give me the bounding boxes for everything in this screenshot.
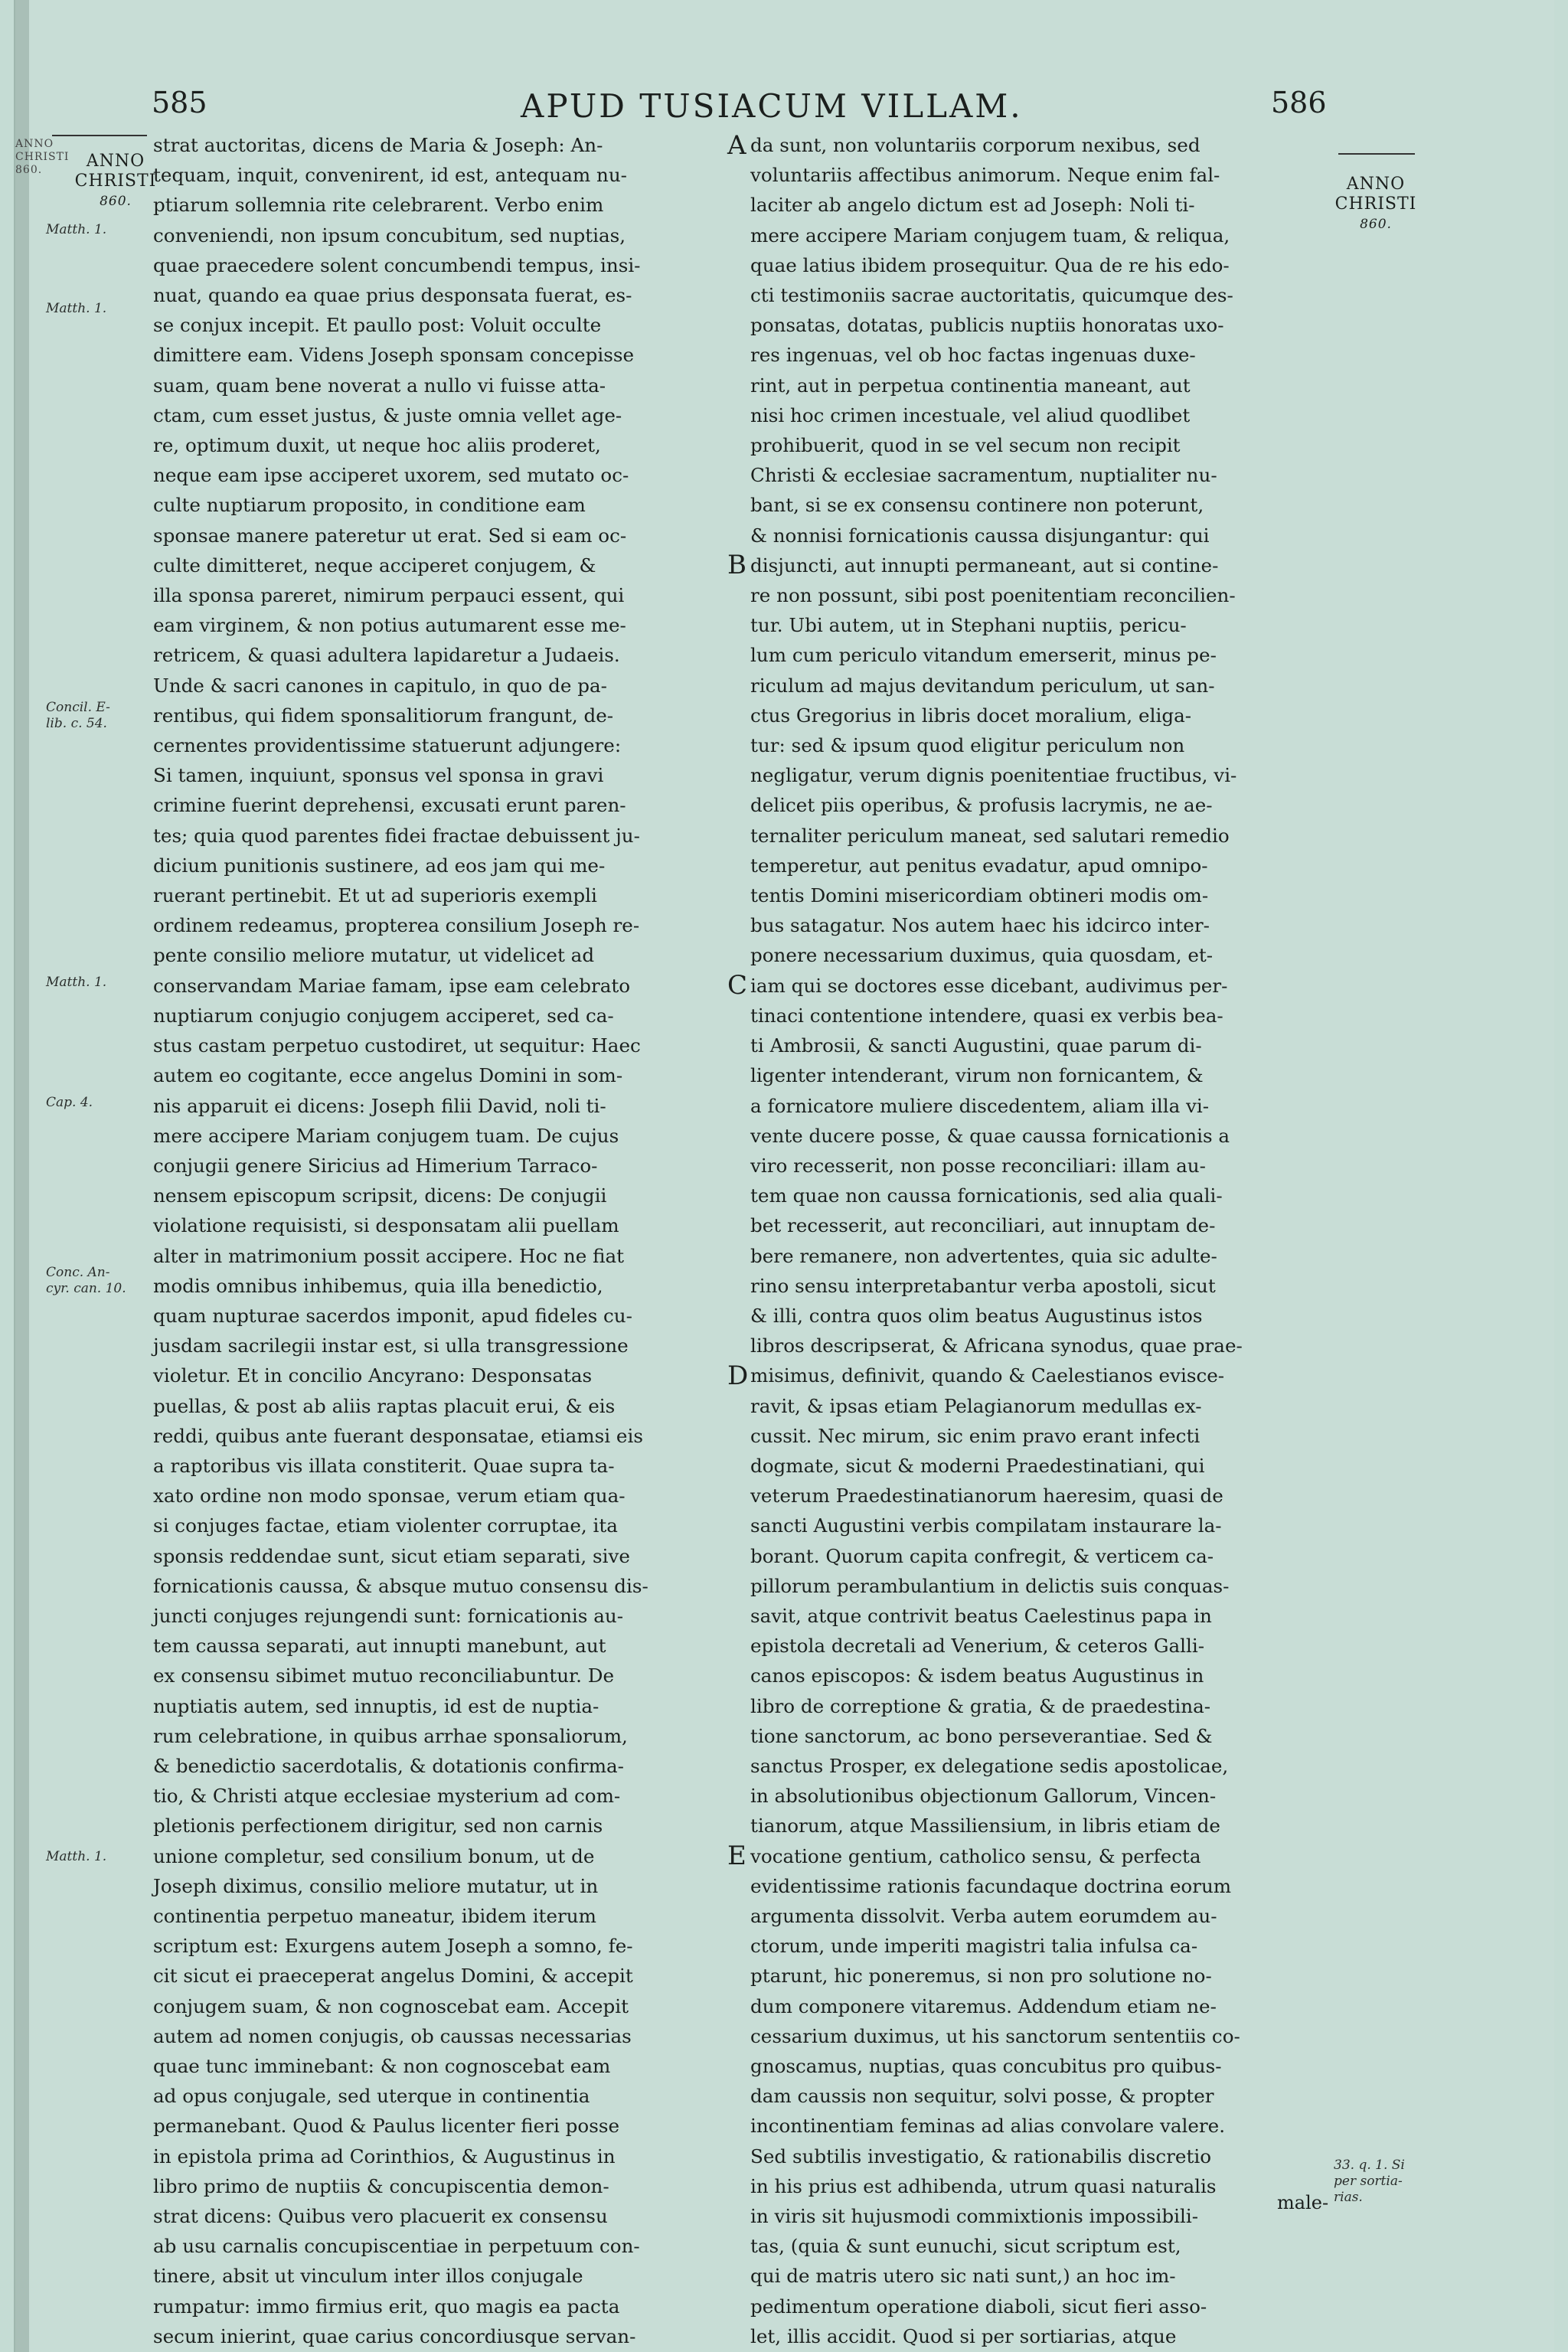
text-line: veterum Praedestinatianorum haeresim, quasi de: [750, 1485, 1223, 1508]
text-line: ligenter intenderant, virum non fornicantem, &: [750, 1064, 1204, 1087]
text-line: strat dicens: Quibus vero placuerit ex consensu: [153, 2205, 608, 2228]
text-line: xato ordine non modo sponsae, verum etiam qua-: [153, 1485, 626, 1508]
text-line: se conjux incepit. Et paullo post: Voluit occulte: [153, 314, 602, 337]
text-line: eam virginem, & non potius autumarent esse me-: [153, 614, 626, 637]
text-line: juncti conjuges rejungendi sunt: fornicationis au-: [153, 1604, 624, 1627]
text-line: ptarunt, hic poneremus, si non pro solutione no-: [750, 1965, 1212, 1988]
text-line: a raptoribus vis illata constiterit. Quae supra ta-: [153, 1454, 615, 1477]
running-head: [15, 86, 1554, 132]
text-line: tur. Ubi autem, ut in Stephani nuptiis, pericu-: [750, 614, 1187, 637]
text-line: sancti Augustini verbis compilatam instaurare la-: [750, 1514, 1222, 1537]
text-line: pillorum perambulantium in delictis suis conquas-: [750, 1574, 1230, 1597]
text-line: voluntariis affectibus animorum. Neque enim fal-: [750, 164, 1220, 187]
text-line: neque eam ipse acciperet uxorem, sed mutato oc-: [153, 464, 629, 487]
text-line: dum componere vitaremus. Addendum etiam ne-: [750, 1994, 1217, 2017]
text-line: sanctus Prosper, ex delegatione sedis apostolicae,: [750, 1754, 1229, 1777]
margin-note: Concil. E- lib. c. 54.: [46, 700, 110, 731]
page-number-right: 586: [1271, 86, 1327, 119]
text-line: cit sicut ei praeceperat angelus Domini, & accepit: [153, 1965, 633, 1988]
text-line: bant, si se ex consensu continere non poterunt,: [750, 494, 1204, 517]
margin-note: Matth. 1.: [46, 301, 107, 316]
text-line: mere accipere Mariam conjugem tuam. De cujus: [153, 1124, 619, 1147]
text-line: nensem episcopum scripsit, dicens: De conjugii: [153, 1184, 607, 1207]
page-title: APUD TUSIACUM VILLAM.: [521, 87, 1023, 125]
text-line: conservandam Mariae famam, ipse eam celebrato: [153, 974, 631, 997]
text-line: dogmate, sicut & moderni Praedestinatiani, qui: [750, 1454, 1205, 1477]
text-line: ctorum, unde imperiti magistri talia infulsa ca-: [750, 1935, 1198, 1958]
text-line: in his prius est adhibenda, utrum quasi naturalis: [750, 2174, 1217, 2197]
text-line: in epistola prima ad Corinthios, & Augustinus in: [153, 2145, 616, 2167]
text-line: ctam, cum esset justus, & juste omnia vellet age-: [153, 403, 622, 426]
text-line: tentis Domini misericordiam obtineri modis om-: [750, 884, 1209, 907]
text-line: ex consensu sibimet mutuo reconciliabuntur. De: [153, 1664, 615, 1687]
section-letter: B: [727, 550, 746, 580]
text-line: gnoscamus, nuptias, quas concubitus pro quibus-: [750, 2055, 1222, 2077]
text-line: res ingenuas, vel ob hoc factas ingenuas duxe-: [750, 344, 1196, 367]
text-line: retricem, & quasi adultera lapidaretur a Judaeis.: [153, 644, 620, 667]
text-line: pente consilio meliore mutatur, ut videlicet ad: [153, 944, 595, 967]
left-text-column: [153, 130, 735, 2351]
margin-note: Matth. 1.: [46, 222, 107, 237]
text-line: dam caussis non sequitur, solvi posse, & propter: [750, 2085, 1214, 2108]
text-line: prohibuerit, quod in se vel secum non recipit: [750, 434, 1181, 457]
text-line: negligatur, verum dignis poenitentiae fructibus, vi-: [750, 764, 1237, 787]
text-line: incontinentiam feminas ad alias convolare valere.: [750, 2115, 1226, 2138]
text-line: tas, (quia & sunt eunuchi, sicut scriptum est,: [750, 2235, 1181, 2258]
text-line: a fornicatore muliere discedentem, aliam illa vi-: [750, 1094, 1210, 1117]
text-line: quae latius ibidem prosequitur. Qua de re his edo-: [750, 253, 1230, 276]
text-line: quam nupturae sacerdos imponit, apud fideles cu-: [153, 1304, 632, 1327]
text-line: viro recesserit, non posse reconciliari: illam au-: [750, 1154, 1206, 1177]
edge-anno-line2: CHRISTI: [15, 151, 70, 163]
edge-anno-line1: ANNO: [15, 138, 54, 150]
text-line: da sunt, non voluntariis corporum nexibus, sed: [750, 134, 1200, 156]
text-line: alter in matrimonium possit accipere. Hoc ne fiat: [153, 1244, 625, 1267]
text-line: bet recesserit, aut reconciliari, aut innuptam de-: [750, 1214, 1216, 1237]
section-letter: C: [727, 970, 748, 1001]
text-line: ti Ambrosii, & sancti Augustini, quae parum di-: [750, 1034, 1202, 1057]
text-line: rum celebratione, in quibus arrhae sponsaliorum,: [153, 1724, 628, 1747]
text-line: cessarium duximus, ut his sanctorum sententiis co-: [750, 2024, 1240, 2047]
text-line: rentibus, qui fidem sponsalitiorum frangunt, de-: [153, 704, 614, 727]
text-line: epistola decretali ad Venerium, & ceteros Galli-: [750, 1635, 1205, 1658]
anno-christi-left: [74, 152, 158, 211]
text-line: vocatione gentium, catholico sensu, & perfecta: [750, 1844, 1201, 1867]
text-line: ptiarum sollemnia rite celebrarent. Verbo enim: [153, 194, 604, 217]
text-line: conveniendi, non ipsum concubitum, sed nuptias,: [153, 224, 626, 247]
text-line: libro primo de nuptiis & concupiscentia demon-: [153, 2174, 609, 2197]
text-line: ab usu carnalis concupiscentiae in perpetuum con-: [153, 2235, 640, 2258]
anno-left-line1: ANNO: [86, 152, 145, 171]
text-line: si conjuges factae, etiam violenter corruptae, ita: [153, 1514, 618, 1537]
binding-gutter: [15, 0, 29, 2352]
text-line: tur: sed & ipsum quod eligitur periculum non: [750, 734, 1185, 757]
text-line: Christi & ecclesiae sacramentum, nuptialiter nu-: [750, 464, 1217, 487]
text-line: evidentissime rationis facundaque doctrina eorum: [750, 1874, 1232, 1897]
text-line: & nonnisi fornicationis caussa disjungantur: qui: [750, 524, 1210, 547]
text-line: canos episcopos: & isdem beatus Augustinus in: [750, 1664, 1204, 1687]
text-line: crimine fuerint deprehensi, excusati erunt paren-: [153, 794, 626, 817]
page-number-left: 585: [152, 86, 207, 119]
text-line: secum inierint, quae carius concordiusque servan-: [153, 2324, 636, 2347]
text-line: ruerant pertinebit. Et ut ad superioris exempli: [153, 884, 597, 907]
text-line: pedimentum operatione diaboli, sicut fieri asso-: [750, 2295, 1207, 2318]
text-line: modis omnibus inhibemus, quia illa benedictio,: [153, 1274, 603, 1297]
text-line: ctus Gregorius in libris docet moralium, eliga-: [750, 704, 1192, 727]
text-line: unione completur, sed consilium bonum, ut de: [153, 1844, 595, 1867]
text-line: argumenta dissolvit. Verba autem eorumdem au-: [750, 1904, 1217, 1927]
text-line: illa sponsa pareret, nimirum perpauci essent, qui: [153, 584, 625, 607]
text-line: tes; quia quod parentes fidei fractae debuissent ju-: [153, 824, 640, 847]
text-line: riculum ad majus devitandum periculum, ut san-: [750, 674, 1215, 697]
text-line: stus castam perpetuo custodiret, ut sequitur: Haec: [153, 1034, 641, 1057]
text-line: tianorum, atque Massiliensium, in libris etiam de: [750, 1815, 1220, 1838]
text-line: pletionis perfectionem dirigitur, sed non carnis: [153, 1815, 603, 1838]
anno-right-line1: ANNO: [1346, 175, 1406, 194]
text-line: tem caussa separati, aut innupti manebunt, aut: [153, 1635, 606, 1658]
text-line: autem ad nomen conjugis, ob caussas necessarias: [153, 2024, 632, 2047]
text-line: quae tunc imminebant: & non cognoscebat eam: [153, 2055, 611, 2077]
text-line: in absolutionibus objectionum Gallorum, Vincen-: [750, 1785, 1217, 1808]
text-line: tio, & Christi atque ecclesiae mysterium ad com-: [153, 1785, 621, 1808]
text-line: tione sanctorum, ac bono perseverantiae. Sed &: [750, 1724, 1213, 1747]
text-line: violetur. Et in concilio Ancyrano: Desponsatas: [153, 1364, 593, 1387]
text-line: nuptiatis autem, sed innuptis, id est de nuptia-: [153, 1694, 599, 1717]
text-line: let, illis accidit. Quod si per sortiarias, atque: [750, 2324, 1177, 2347]
text-line: scriptum est: Exurgens autem Joseph a somno, fe-: [153, 1935, 633, 1958]
text-line: rint, aut in perpetua continentia maneant, aut: [750, 374, 1191, 397]
text-line: quae praecedere solent concumbendi tempus, insi-: [153, 253, 641, 276]
anno-christi-right: [1334, 175, 1418, 234]
text-line: continentia perpetuo maneatur, ibidem iterum: [153, 1904, 596, 1927]
text-line: strat auctoritas, dicens de Maria & Joseph: An-: [153, 134, 603, 156]
margin-note: Matth. 1.: [46, 975, 107, 990]
anno-left-line2: CHRISTI: [74, 172, 157, 191]
text-line: laciter ab angelo dictum est ad Joseph: Noli ti-: [750, 194, 1195, 217]
text-line: nuptiarum conjugio conjugem acciperet, sed ca-: [153, 1004, 614, 1027]
text-line: & illi, contra quos olim beatus Augustinus istos: [750, 1304, 1203, 1327]
text-line: savit, atque contrivit beatus Caelestinus papa in: [750, 1604, 1212, 1627]
text-line: mere accipere Mariam conjugem tuam, & reliqua,: [750, 224, 1230, 247]
edge-anno: [15, 138, 70, 177]
margin-note: Conc. An- cyr. can. 10.: [46, 1265, 126, 1296]
text-line: borant. Quorum capita confregit, & verticem ca-: [750, 1544, 1214, 1567]
text-line: cti testimoniis sacrae auctoritatis, quicumque des-: [750, 284, 1233, 307]
text-line: sponsae manere pateretur ut erat. Sed si eam oc-: [153, 524, 627, 547]
anno-right-year: 860.: [1360, 217, 1392, 232]
text-line: vente ducere posse, & quae caussa fornicationis a: [750, 1124, 1230, 1147]
edge-anno-line3: 860.: [15, 164, 43, 176]
text-line: ponere necessarium duximus, quia quosdam, et-: [750, 944, 1214, 967]
text-line: disjuncti, aut innupti permaneant, aut si contine-: [750, 554, 1219, 577]
text-line: culte nuptiarum proposito, in conditione eam: [153, 494, 586, 517]
text-line: re non possunt, sibi post poenitentiam reconcilien-: [750, 584, 1236, 607]
anno-right-line2: CHRISTI: [1334, 194, 1417, 214]
text-line: fornicationis caussa, & absque mutuo consensu dis-: [153, 1574, 648, 1597]
text-line: nuat, quando ea quae prius desponsata fuerat, es-: [153, 284, 632, 307]
text-line: jusdam sacrilegii instar est, si ulla transgressione: [153, 1334, 629, 1357]
text-line: tinere, absit ut vinculum inter illos conjugale: [153, 2265, 583, 2288]
text-line: re, optimum duxit, ut neque hoc aliis proderet,: [153, 434, 601, 457]
section-letter: A: [727, 130, 746, 161]
text-line: Si tamen, inquiunt, sponsus vel sponsa in gravi: [153, 764, 604, 787]
margin-note: Cap. 4.: [46, 1095, 93, 1110]
margin-note-right: 33. q. 1. Si per sortia- rias.: [1334, 2158, 1405, 2205]
text-line: bus satagatur. Nos autem haec his idcirco inter-: [750, 914, 1210, 937]
text-line: qui de matris utero sic nati sunt,) an hoc im-: [750, 2265, 1176, 2288]
anno-left-year: 860.: [100, 194, 132, 209]
text-line: Sed subtilis investigatio, & rationabilis discretio: [750, 2145, 1212, 2167]
section-letter: D: [727, 1361, 749, 1391]
text-line: reddi, quibus ante fuerant desponsatae, etiamsi eis: [153, 1424, 643, 1447]
text-line: nis apparuit ei dicens: Joseph filii David, noli ti-: [153, 1094, 606, 1117]
text-line: tem quae non caussa fornicationis, sed alia quali-: [750, 1184, 1223, 1207]
text-line: ad opus conjugale, sed uterque in continentia: [153, 2085, 590, 2108]
text-line: ponsatas, dotatas, publicis nuptiis honoratas uxo-: [750, 314, 1224, 337]
head-rule-left: [52, 135, 147, 136]
text-line: ordinem redeamus, propterea consilium Joseph re-: [153, 914, 640, 937]
text-line: misimus, definivit, quando & Caelestianos evisce-: [750, 1364, 1225, 1387]
margin-note: Matth. 1.: [46, 1849, 107, 1864]
text-line: sponsis reddendae sunt, sicut etiam separati, sive: [153, 1544, 630, 1567]
text-line: culte dimitteret, neque acciperet conjugem, &: [153, 554, 596, 577]
catchword: male-: [1277, 2192, 1329, 2213]
text-line: dicium punitionis sustinere, ad eos jam qui me-: [153, 854, 606, 877]
text-line: Unde & sacri canones in capitulo, in quo de pa-: [153, 674, 607, 697]
text-line: tinaci contentione intendere, quasi ex verbis bea-: [750, 1004, 1223, 1027]
text-line: rino sensu interpretabantur verba apostoli, sicut: [750, 1274, 1216, 1297]
text-line: rumpatur: immo firmius erit, quo magis ea pacta: [153, 2295, 620, 2318]
text-line: temperetur, aut penitus evadatur, apud omnipo-: [750, 854, 1208, 877]
text-line: cernentes providentissime statuerunt adjungere:: [153, 734, 622, 757]
text-line: libro de correptione & gratia, & de praedestina-: [750, 1694, 1211, 1717]
text-line: conjugem suam, & non cognoscebat eam. Accepit: [153, 1994, 629, 2017]
text-line: tequam, inquit, convenirent, id est, antequam nu-: [153, 164, 627, 187]
text-line: in viris sit hujusmodi commixtionis impossibili-: [750, 2205, 1199, 2228]
head-rule-right: [1338, 153, 1415, 155]
text-line: iam qui se doctores esse dicebant, audivimus per-: [750, 974, 1228, 997]
text-line: & benedictio sacerdotalis, & dotationis confirma-: [153, 1754, 624, 1777]
text-line: cussit. Nec mirum, sic enim pravo erant infecti: [750, 1424, 1200, 1447]
text-line: nisi hoc crimen incestuale, vel aliud quodlibet: [750, 403, 1191, 426]
text-line: autem eo cogitante, ecce angelus Domini in som-: [153, 1064, 623, 1087]
book-page: [14, 0, 1554, 2352]
text-line: delicet piis operibus, & profusis lacrymis, ne ae-: [750, 794, 1213, 817]
text-line: lum cum periculo vitandum emerserit, minus pe-: [750, 644, 1217, 667]
text-line: ternaliter periculum maneat, sed salutari remedio: [750, 824, 1230, 847]
text-line: conjugii genere Siricius ad Himerium Tarraco-: [153, 1154, 598, 1177]
text-line: ravit, & ipsas etiam Pelagianorum medullas ex-: [750, 1394, 1202, 1417]
section-letter: E: [727, 1841, 746, 1871]
text-line: dimittere eam. Videns Joseph sponsam concepisse: [153, 344, 635, 367]
right-text-column: [750, 130, 1332, 2351]
text-line: bere remanere, non advertentes, quia sic adulte-: [750, 1244, 1217, 1267]
text-line: violatione requisisti, si desponsatam alii puellam: [153, 1214, 619, 1237]
text-line: suam, quam bene noverat a nullo vi fuisse atta-: [153, 374, 606, 397]
text-line: Joseph diximus, consilio meliore mutatur, ut in: [153, 1874, 599, 1897]
text-line: permanebant. Quod & Paulus licenter fieri posse: [153, 2115, 620, 2138]
text-line: puellas, & post ab aliis raptas placuit erui, & eis: [153, 1394, 616, 1417]
text-line: libros descripserat, & Africana synodus, quae prae-: [750, 1334, 1243, 1357]
